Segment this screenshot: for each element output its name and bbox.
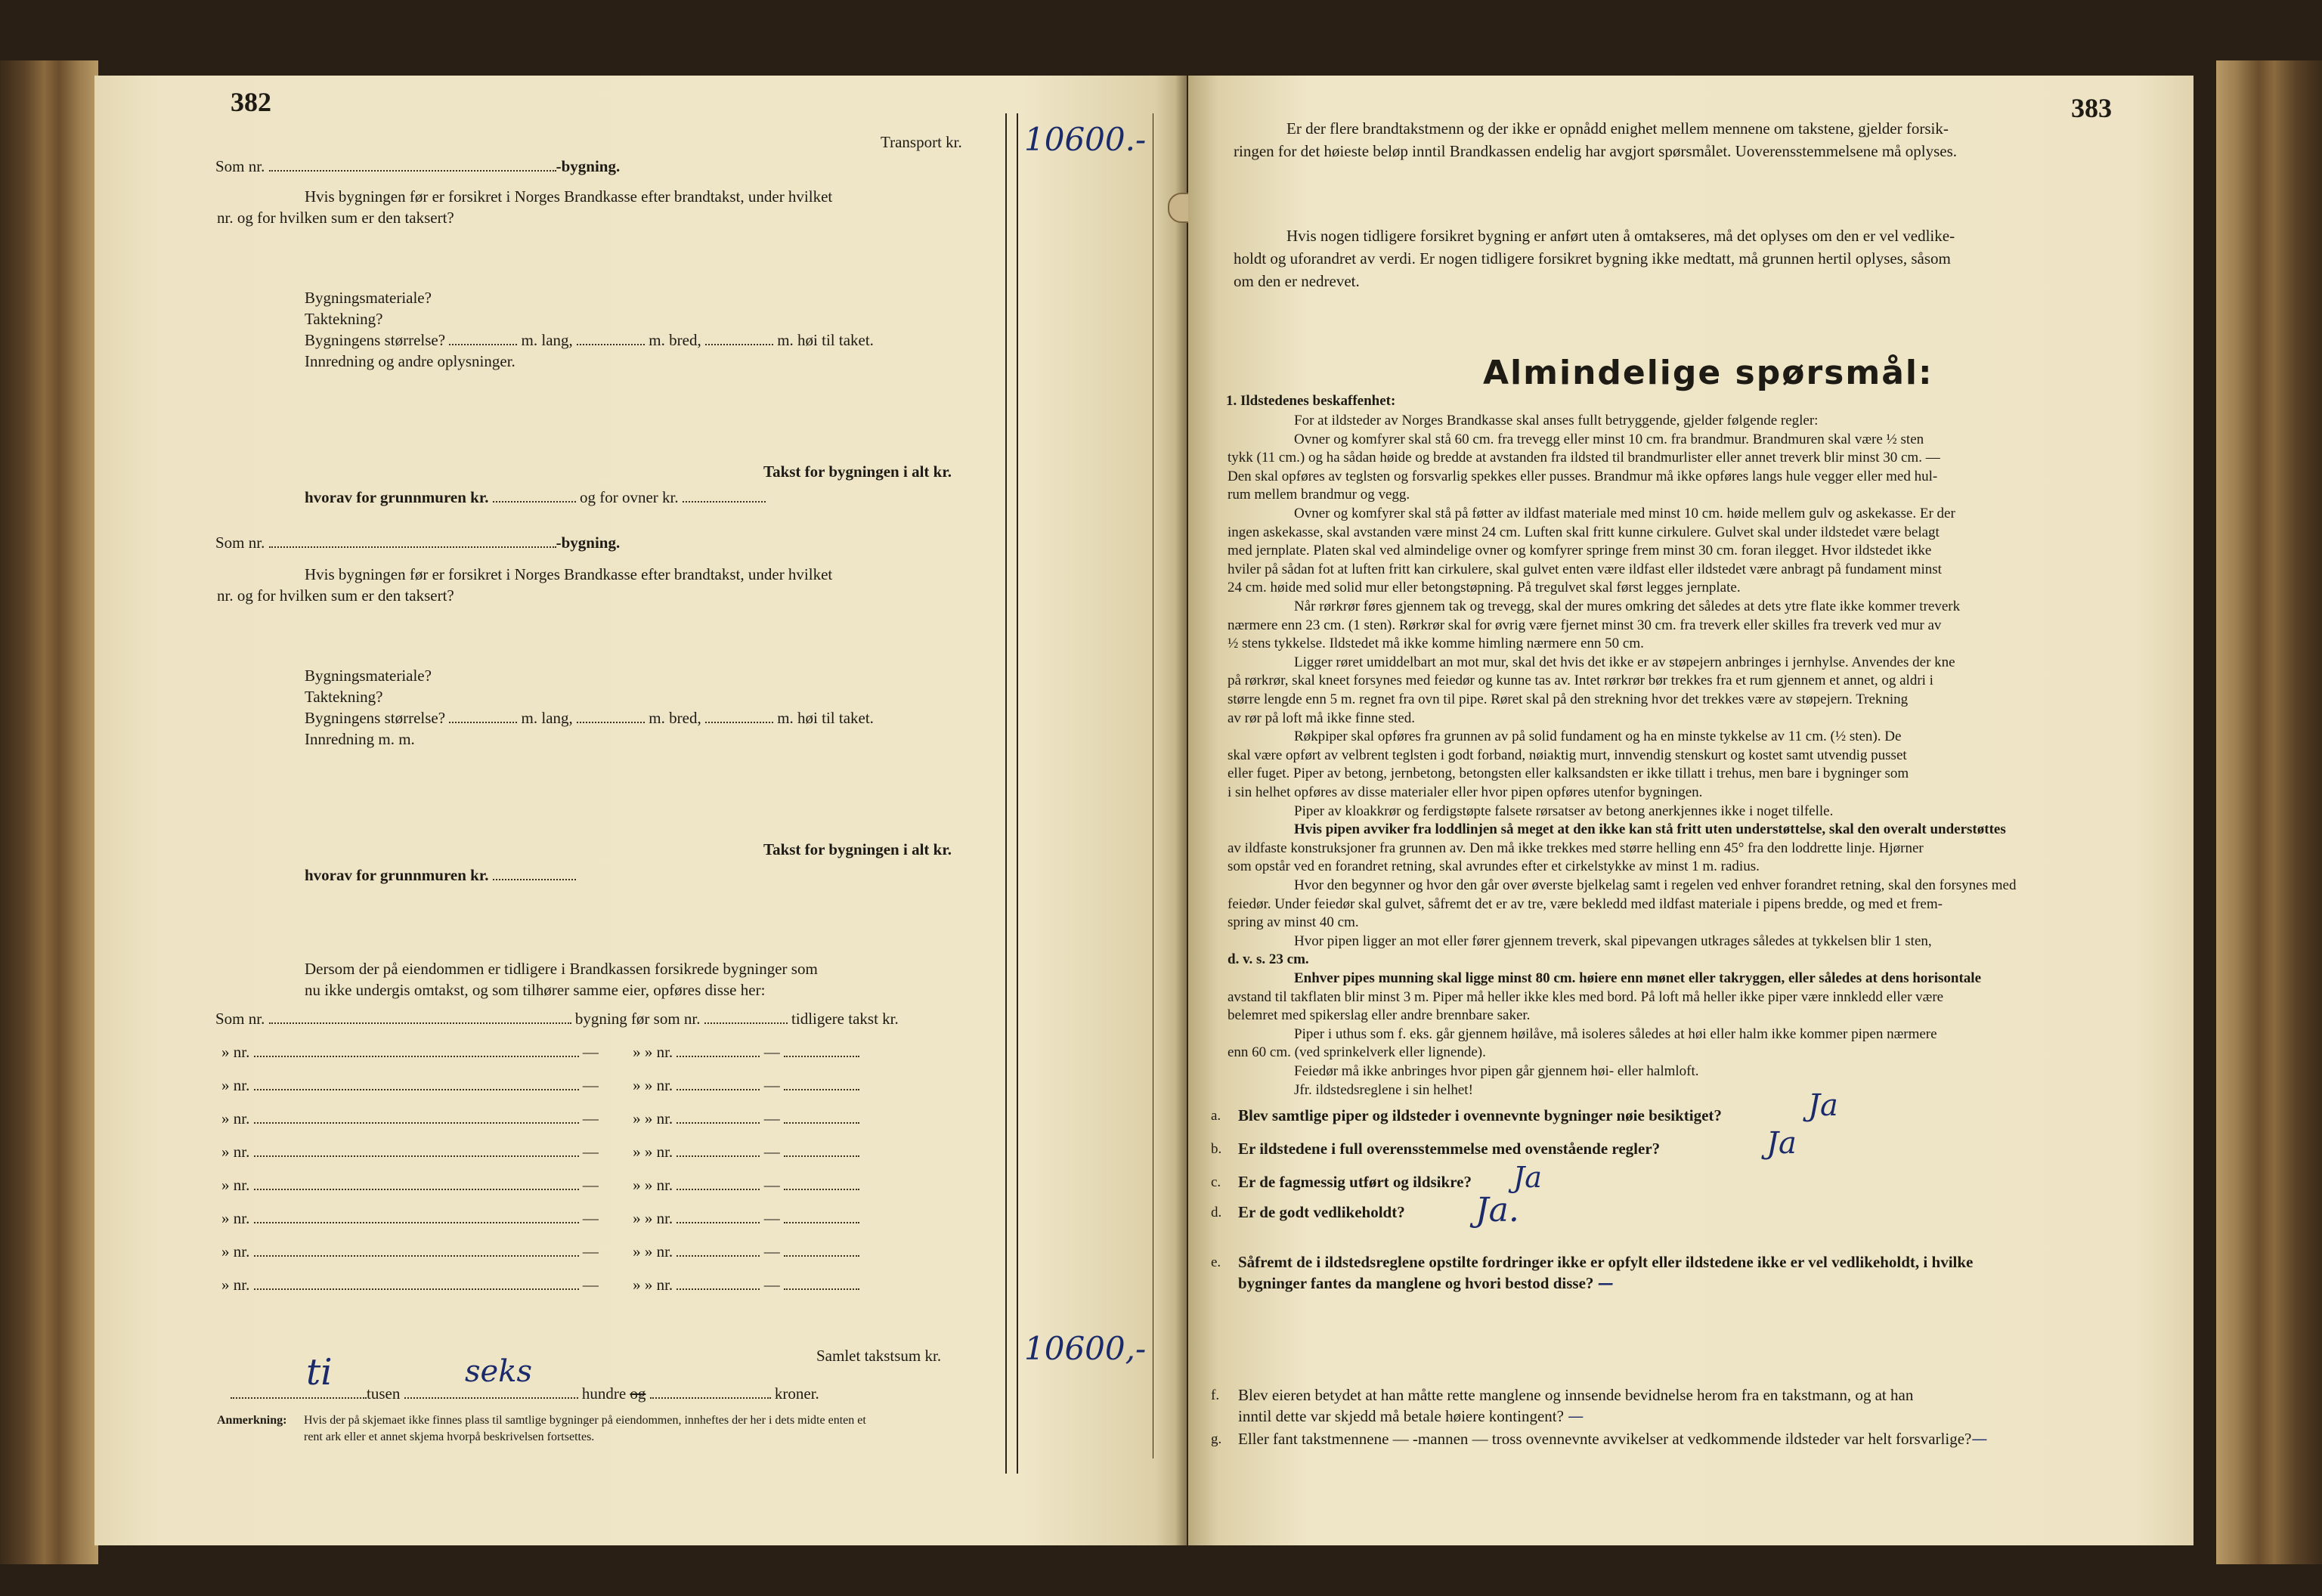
note-line-1: Hvis der på skjemaet ikke finnes plass til samtlige bygninger på eiendommen, innheftes der her i dets midte enten et <box>304 1414 866 1427</box>
rule-line: Hvis pipen avviker fra loddlinjen så meget at den ikke kan stå fritt uten understøttelse, skal den overalt understøttes <box>1294 821 2006 838</box>
qc-answer: Ja <box>1513 1161 1542 1194</box>
rule-line: feiedør. Under feiedør skal gulvet, såfremt det er av tre, være bekledd med ildfast materiale i pipens bredde, og med et frem- <box>1228 895 1943 912</box>
sum-label: Samlet takstsum kr. <box>816 1347 942 1365</box>
words-thousands: ti <box>306 1351 333 1393</box>
intro-line-3: Hvis nogen tidligere forsikret bygning er anført uten å omtakseres, må det oplyses om den er vel vedlike- <box>1286 227 1955 245</box>
former-row: » nr. — » » nr. — <box>221 1043 859 1061</box>
former-row: » nr. — » » nr. — <box>221 1109 859 1127</box>
bldg2-question-1: Hvis bygningen før er forsikret i Norges Brandkasse efter brandtakst, under hvilket <box>305 565 833 583</box>
rule-line: hviler på sådan fot at luften fritt kan cirkulere, skal gulvet enten være ildfast eller ildstedet være anbragt på fundament minst <box>1228 561 1942 577</box>
words-row: tusen hundre og kroner. <box>231 1384 819 1403</box>
amount-column-divider-2 <box>1017 113 1018 1474</box>
right-page <box>1188 76 2194 1545</box>
qf-question-1: Blev eieren betydet at han måtte rette manglene og innsende bevidnelse herom fra en takstmann, og at han <box>1238 1386 1914 1404</box>
rule-line: Røkpiper skal opføres fra grunnen av på solid fundament og ha en minste tykkelse av 11 cm. (½ sten). De <box>1294 728 1902 745</box>
rule-line: rum mellem brandmur og vegg. <box>1228 487 1410 503</box>
bldg2-inner: Innredning m. m. <box>305 730 415 748</box>
rule-line: spring av minst 40 cm. <box>1228 914 1359 931</box>
qb-letter: b. <box>1211 1141 1222 1157</box>
qa-answer: Ja <box>1808 1088 1838 1123</box>
rule-line: avstand til takflaten blir minst 3 m. Piper må heller ikke kles med bord. På loft må heller ikke piper være innkledd eller være <box>1228 988 1944 1005</box>
bldg1-size: Bygningens størrelse? m. lang, m. bred, m. høi til taket. <box>305 331 874 349</box>
qe-letter: e. <box>1211 1254 1221 1270</box>
qe-answer: — <box>1597 1273 1614 1292</box>
qb-question: Er ildstedene i full overensstemmelse med ovenstående regler? <box>1238 1140 1661 1158</box>
former-row: » nr. — » » nr. — <box>221 1276 859 1294</box>
bldg1-question-2: nr. og for hvilken sum er den taksert? <box>217 209 454 227</box>
bldg2-takst: Takst for bygningen i alt kr. <box>763 840 952 858</box>
rule-line: 24 cm. høide med solid mur eller betongstøpning. På tregulvet skal først legges jernplate. <box>1228 580 1741 596</box>
bldg1-hvorav: hvorav for grunnmuren kr. og for ovner kr. <box>305 488 766 506</box>
former-row: » nr. — » » nr. — <box>221 1143 859 1161</box>
rule-line: belemret med spikerslag eller andre brennbare saker. <box>1228 1007 1531 1024</box>
rule-line: Enhver pipes munning skal ligge minst 80 cm. høiere enn mønet eller takryggen, eller således at dens horisontale <box>1294 970 1982 986</box>
former-row: » nr. — » » nr. — <box>221 1076 859 1094</box>
qf-letter: f. <box>1211 1387 1220 1403</box>
section-title: 1. Ildstedenes beskaffenhet: <box>1226 393 1396 409</box>
bldg2-roof: Taktekning? <box>305 688 383 706</box>
left-page-edges <box>0 60 98 1564</box>
rule-line: tykk (11 cm.) og ha sådan høide og bredde at avstanden fra ildsted til brandmurlister eller annet treverk blir minst 30 cm. — <box>1228 450 1940 466</box>
rule-line: For at ildsteder av Norges Brandkasse skal anses fullt betryggende, gjelder følgende regler: <box>1294 413 1819 428</box>
qd-letter: d. <box>1211 1205 1222 1220</box>
qc-letter: c. <box>1211 1174 1221 1190</box>
bldg1-takst: Takst for bygningen i alt kr. <box>763 462 952 481</box>
qf-question-2: inntil dette var skjedd må betale høiere kontingent? — <box>1238 1407 1584 1425</box>
rule-line: av ildfaste konstruksjoner fra grunnen av. Den må ikke trekkes med større helling enn 45° fra den loddrette linje. Hjørner <box>1228 840 1924 856</box>
rule-line: Ovner og komfyrer skal stå 60 cm. fra trevegg eller minst 10 cm. fra brandmur. Brandmuren skal være ½ sten <box>1294 431 1924 447</box>
qa-letter: a. <box>1211 1108 1221 1124</box>
rule-line: som opstår ved en forandret retning, skal avrundes efter et cirkelstykke av minst 1 m. radius. <box>1228 858 1760 875</box>
rule-line: nærmere enn 23 cm. (1 sten). Rørkrør skal for øvrig være fjernet minst 30 cm. fra treverk eller skilles fra treverk ved mur av <box>1228 617 1942 633</box>
qe-question-1: Såfremt de i ildstedsreglene opstilte fordringer ikke er opfylt eller ildstedene ikke er vel vedlikeholdt, i hvilke <box>1238 1253 1974 1271</box>
bldg2-som-nr: Som nr. -bygning. <box>215 534 621 552</box>
left-page <box>94 76 1187 1545</box>
section-heading: Almindelige spørsmål: <box>1483 354 1933 392</box>
right-page-edges <box>2216 60 2322 1564</box>
note-line-2: rent ark eller et annet skjema hvorpå beskrivelsen fortsettes. <box>304 1431 595 1443</box>
rule-line: Ovner og komfyrer skal stå på føtter av ildfast materiale med minst 10 cm. høide mellem gulv og askekasse. Er der <box>1294 506 1955 521</box>
bldg2-size: Bygningens størrelse? m. lang, m. bred, m. høi til taket. <box>305 709 874 727</box>
rule-line: Når rørkrør føres gjennem tak og trevegg, skal der mures omkring det således at dets ytre flate ikke kommer treverk <box>1294 598 1961 614</box>
transport-label: Transport kr. <box>881 133 962 151</box>
former-row: » nr. — » » nr. — <box>221 1242 859 1260</box>
rule-line: ingen askekasse, skal avstanden være minst 24 cm. Luften skal fritt kunne cirkulere. Gulvet skal under ildstedet være belagt <box>1228 524 1940 540</box>
qg-letter: g. <box>1211 1431 1222 1447</box>
bldg1-roof: Taktekning? <box>305 310 383 328</box>
transport-value: 10600.- <box>1024 121 1147 158</box>
amount-column-divider <box>1005 113 1007 1474</box>
qd-answer: Ja. <box>1475 1191 1519 1229</box>
rule-line: Ligger røret umiddelbart an mot mur, skal det hvis det ikke er av støpejern anbringes i jernhylse. Anvendes der kne <box>1294 654 1955 670</box>
qe-question-2: bygninger fantes da manglene og hvori bestod disse? — <box>1238 1273 1614 1292</box>
note-label: Anmerkning: <box>217 1414 287 1427</box>
intro-line-4: holdt og uforandret av verdi. Er nogen tidligere forsikret bygning ikke medtatt, må grunnen hertil oplyses, såsom <box>1234 249 1951 268</box>
former-row: » nr. — » » nr. — <box>221 1209 859 1227</box>
rule-line: Hvor pipen ligger an mot eller fører gjennem treverk, skal pipevangen utkrages således at tykkelsen blir 1 sten, <box>1294 933 1932 949</box>
qa-question: Blev samtlige piper og ildsteder i ovennevnte bygninger nøie besiktiget? <box>1238 1106 1722 1124</box>
qg-question: Eller fant takstmennene — -mannen — tross ovennevnte avvikelser at vedkommende ildsteder var helt forsvarlige?— <box>1238 1430 1988 1448</box>
rule-line: ½ stens tykkelse. Ildstedet må ikke komme himling nærmere enn 50 cm. <box>1228 636 1644 652</box>
rule-line: av rør på loft må ikke finne sted. <box>1228 710 1415 726</box>
qb-answer: Ja <box>1766 1126 1797 1161</box>
intro-line-1: Er der flere brandtakstmenn og der ikke er opnådd enighet mellem mennene om takstene, gjelder forsik- <box>1286 119 1949 138</box>
bldg1-som-nr: Som nr. -bygning. <box>215 157 621 175</box>
former-line-2: nu ikke undergis omtakst, og som tilhører samme eier, opføres disse her: <box>305 981 766 999</box>
page-number-left: 382 <box>231 87 271 117</box>
rule-line: Den skal opføres av teglsten og forsvarlig spekkes eller pusses. Brandmur må ikke opføres langs hule vegger eller med hul- <box>1228 468 1938 484</box>
bldg2-hvorav: hvorav for grunnmuren kr. <box>305 866 576 884</box>
intro-line-2: ringen for det høieste beløp inntil Brandkassen endelig har avgjort spørsmålet. Uoverensstemmelsene må oplyses. <box>1234 142 1958 160</box>
former-line-1: Dersom der på eiendommen er tidligere i Brandkassen forsikrede bygninger som <box>305 960 818 978</box>
bldg1-inner: Innredning og andre oplysninger. <box>305 352 515 370</box>
rule-line: Jfr. ildstedsreglene i sin helhet! <box>1294 1081 1473 1098</box>
rule-line: Piper i uthus som f. eks. går gjennem høilåve, må isoleres således at høi eller halm ikke kommer pipen nærmere <box>1294 1025 1937 1042</box>
rule-line: Piper av kloakkrør og ferdigstøpte falsete rørsatser av betong anerkjennes ikke i noget tilfelle. <box>1294 803 1834 819</box>
rule-line: på rørkrør, skal kneet forsynes med feiedør og kunne tas av. Intet rørkrør bør trekkes fra et rum gjennem et annet, og aldri i <box>1228 673 1933 689</box>
former-row: » nr. — » » nr. — <box>221 1176 859 1194</box>
bldg2-material: Bygningsmateriale? <box>305 667 432 685</box>
sum-value: 10600,- <box>1024 1330 1147 1367</box>
bldg1-material: Bygningsmateriale? <box>305 289 432 307</box>
former-header-row: Som nr. bygning før som nr. tidligere takst kr. <box>215 1010 899 1028</box>
words-hundreds: seks <box>465 1354 532 1389</box>
rule-line: eller fuget. Piper av betong, jernbetong, betongsten eller kalksandsten er ikke tillatt i trehus, men bare i bygninger som <box>1228 766 1909 782</box>
page-number-right: 383 <box>2071 93 2112 123</box>
rule-line: d. v. s. 23 cm. <box>1228 951 1309 968</box>
rule-line: Feiedør må ikke anbringes hvor pipen går gjennem høi- eller halmloft. <box>1294 1063 1699 1079</box>
bldg1-question-1: Hvis bygningen før er forsikret i Norges Brandkasse efter brandtakst, under hvilket <box>305 187 833 206</box>
qg-answer: — <box>1971 1430 1988 1448</box>
intro-line-5: om den er nedrevet. <box>1234 272 1360 290</box>
qc-question: Er de fagmessig utført og ildsikre? <box>1238 1173 1472 1191</box>
rule-line: større lengde enn 5 m. regnet fra ovn til pipe. Røret skal på den strekning hvor det trekkes være av støpejern. Trekning <box>1228 691 1909 707</box>
qd-question: Er de godt vedlikeholdt? <box>1238 1203 1405 1221</box>
rule-line: med jernplate. Platen skal ved almindelige ovner og komfyrer springe frem minst 30 cm. foran ilegget. Hvor ildstedet ikke <box>1228 543 1932 559</box>
rule-line: skal være opført av velbrent teglsten i godt forband, nøiaktig murt, innvendig stenskurt og kostet samt utvendig pusset <box>1228 747 1907 763</box>
bldg2-question-2: nr. og for hvilken sum er den taksert? <box>217 586 454 605</box>
rule-line: Hvor den begynner og hvor den går over øverste bjelkelag samt i regelen ved enhver forandret retning, skal den forsynes med <box>1294 877 2017 893</box>
rule-line: enn 60 cm. (ved sprinkelverk eller lignende). <box>1228 1044 1486 1061</box>
qf-answer: — <box>1568 1407 1584 1425</box>
rule-line: i sin helhet opføres av disse materialer eller hvor pipen opføres utenfor bygningen. <box>1228 784 1703 800</box>
